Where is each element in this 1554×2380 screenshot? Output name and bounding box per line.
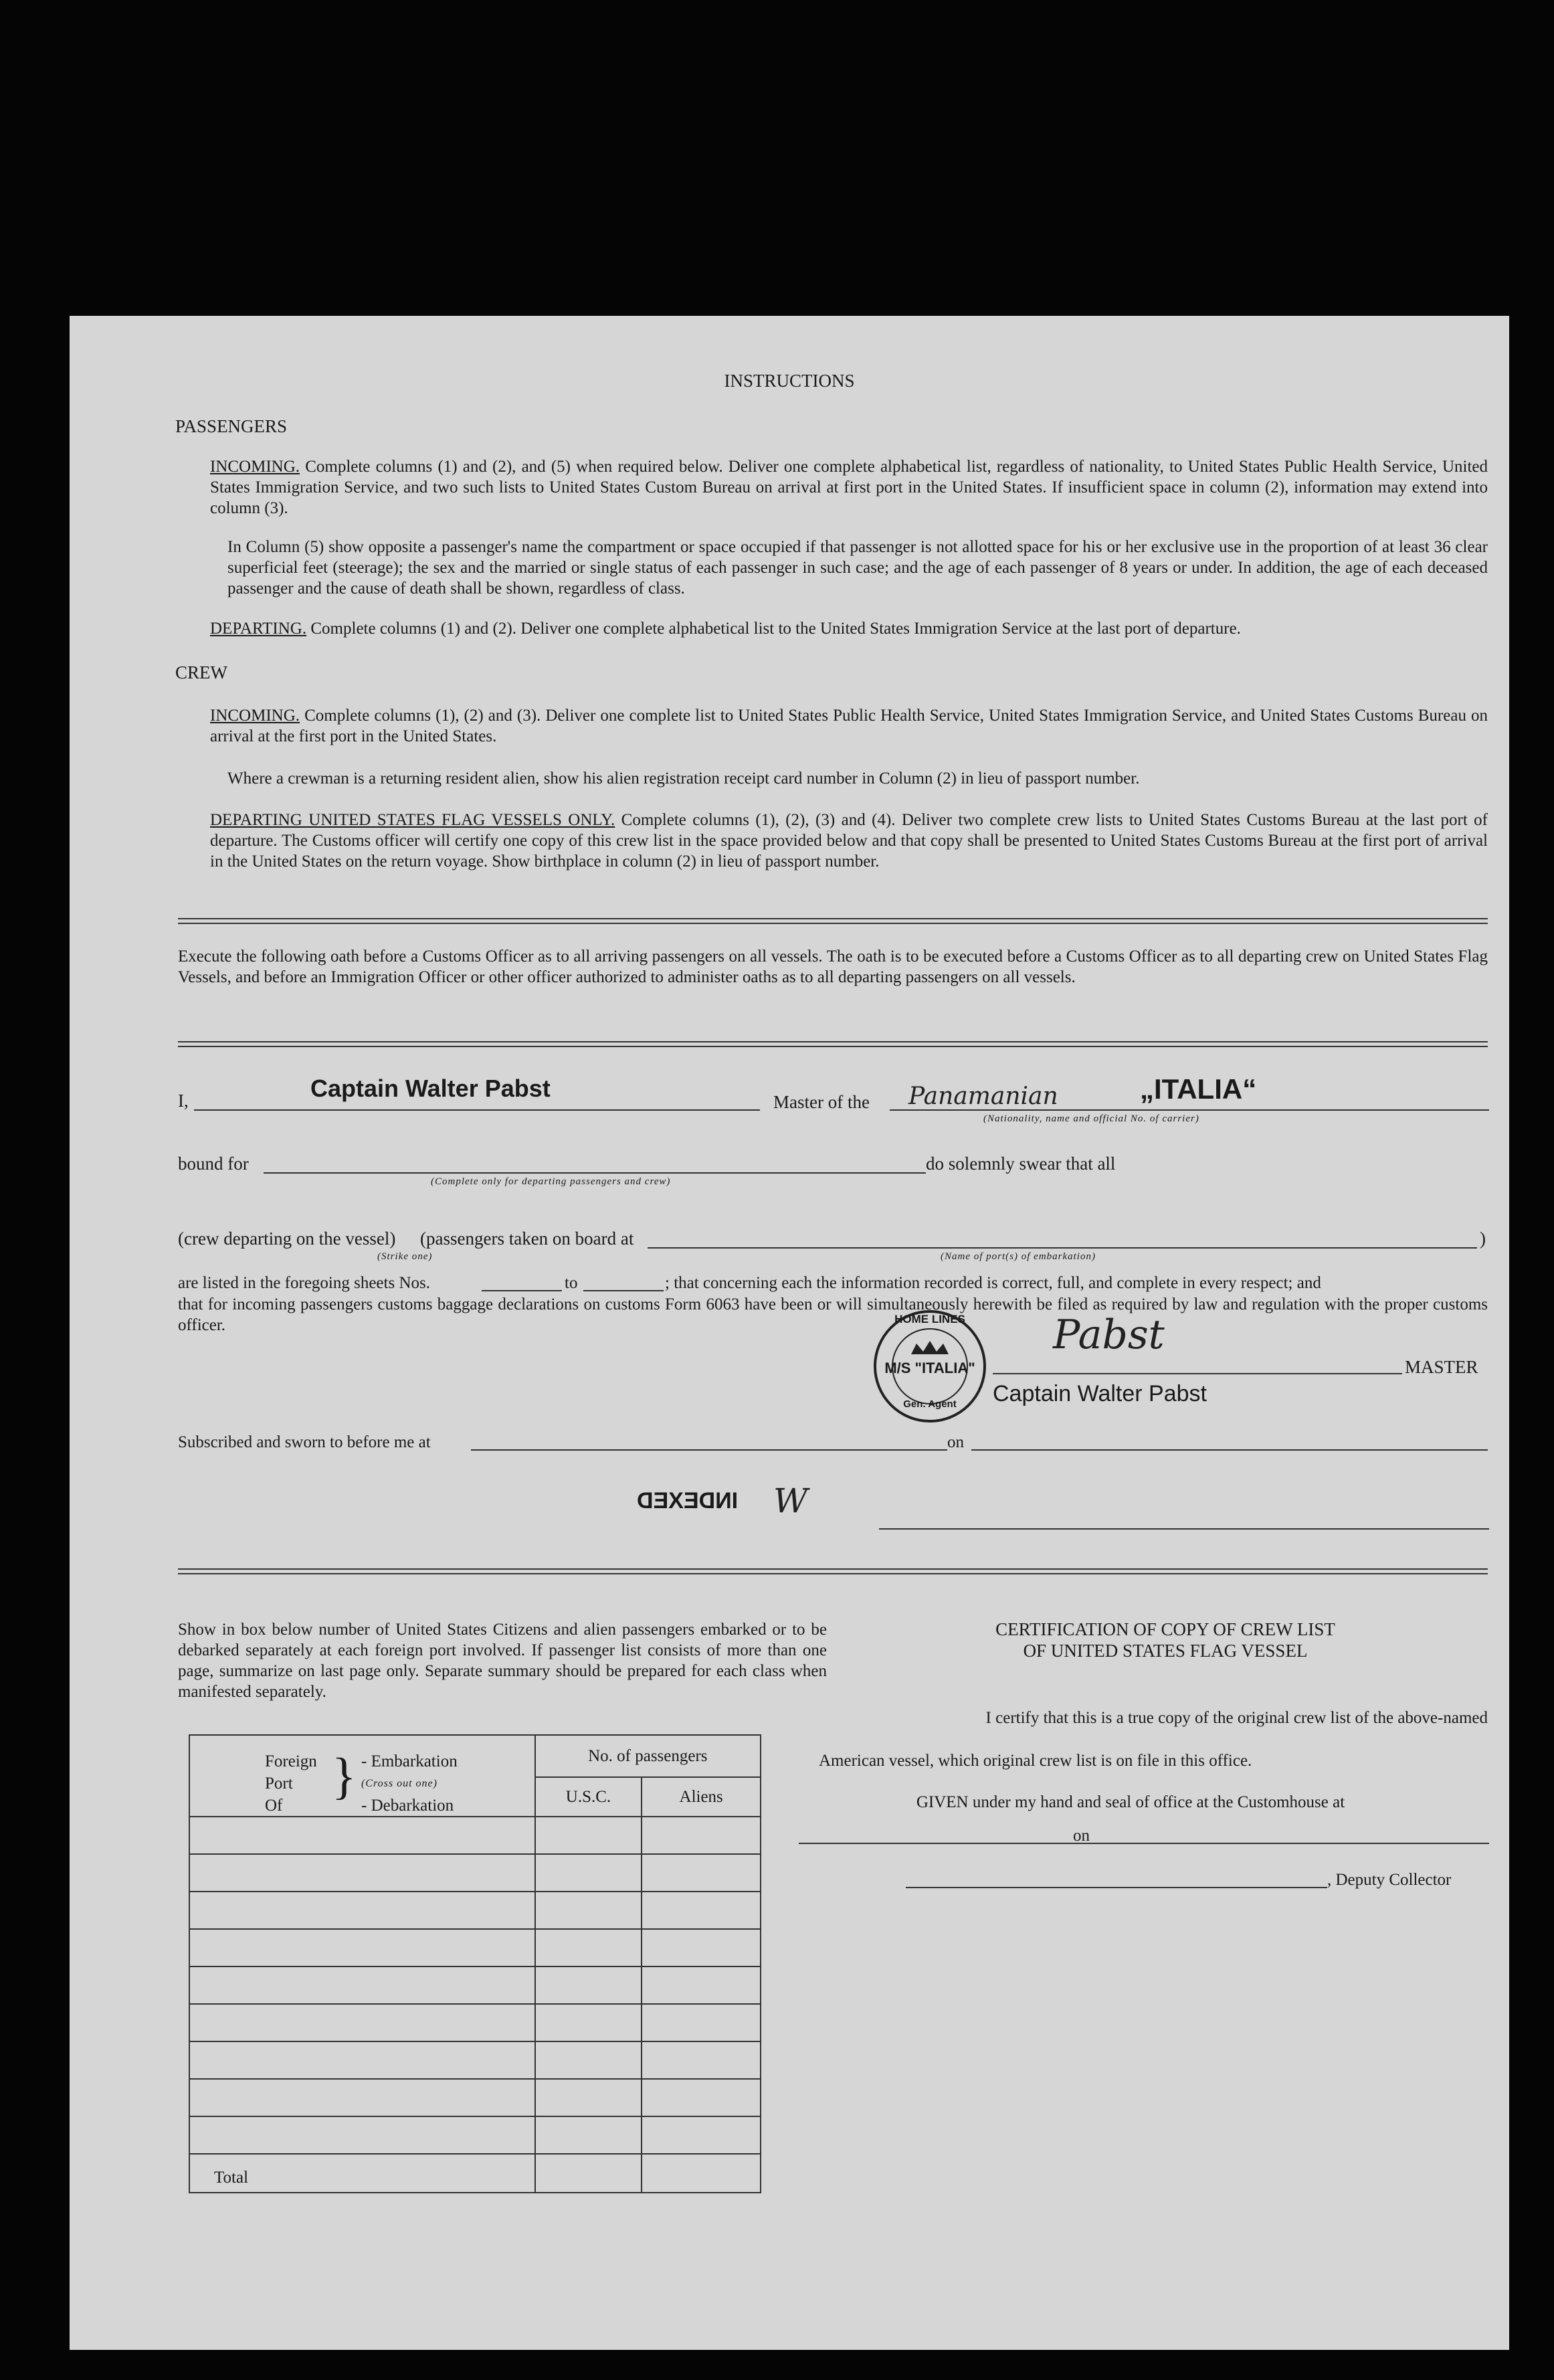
embarkation-port-field[interactable] [648,1247,1477,1249]
port-cell[interactable] [189,2041,535,2079]
crew-incoming-paragraph [210,705,1488,747]
baggage-text: that for incoming passengers customs baggage declarations on customs Form 6063 have been or will simultaneously herewith be filed as required by law and regulation with the proper customs officer. [178,1295,1488,1334]
foreign-label: Foreign [265,1752,317,1770]
cross-out-caption: (Cross out one) [361,1778,438,1789]
certification-title-line1: CERTIFICATION OF COPY OF CREW LIST [995,1619,1335,1639]
certification-date-field[interactable] [1093,1843,1489,1844]
port-cell[interactable] [189,1892,535,1929]
instructions-title: INSTRUCTIONS [724,371,855,391]
usc-cell[interactable] [535,2116,642,2154]
port-caption: (Name of port(s) of embarkation) [941,1251,1096,1262]
deputy-signature-field[interactable] [906,1887,1327,1888]
oath-intro: Execute the following oath before a Customs Officer as to all arriving passengers on all vessels. The oath is to be executed before a Customs Officer as to all departing crew on United States Flag Vessels, and before an Immigration Officer or other officer authorized to administer oaths as to all departing passengers on all vessels. [178,947,1488,986]
sheet-to-field[interactable] [583,1290,664,1291]
aliens-header: Aliens [642,1777,761,1817]
listed-suffix: ; that concerning each the information recorded is correct, full, and complete in every respect; and [665,1274,1321,1292]
bound-for-caption: (Complete only for departing passengers and crew) [431,1176,671,1187]
certification-title-line2: OF UNITED STATES FLAG VESSEL [1023,1641,1308,1661]
usc-cell[interactable] [535,1929,642,1966]
total-aliens-cell[interactable] [642,2154,761,2193]
of-label: Of [265,1797,283,1815]
crew-departing-option[interactable]: (crew departing on the vessel) [178,1228,396,1249]
passengers-incoming-text: Complete columns (1) and (2), and (5) when required below. Deliver one complete alphabetical list, regardless of nationality, to United States Public Health Service, United States Immigration Service, and two such lists to United States Custom Bureau on arrival at first port in the United States. If insufficient space in column (2), information may extend into column (3). [210,458,1488,517]
usc-cell[interactable] [535,2004,642,2041]
passengers-heading: PASSENGERS [175,416,288,436]
aliens-cell[interactable] [642,2079,761,2116]
indexed-initials: W [773,1481,808,1520]
total-label: Total [189,2154,535,2193]
embarkation-label[interactable]: - Embarkation [361,1752,458,1770]
divider [178,918,1488,924]
usc-cell[interactable] [535,1966,642,2004]
form-sheet [70,316,1509,2350]
master-name-field[interactable] [194,1109,760,1111]
aliens-cell[interactable] [642,1929,761,1966]
sworn-date-field[interactable] [971,1449,1488,1451]
vessel-name-value: „ITALIA“ [1140,1073,1257,1105]
master-label: MASTER [1405,1357,1478,1377]
aliens-cell[interactable] [642,2116,761,2154]
oath-i-label: I, [178,1091,189,1111]
certify-text: I certify that this is a true copy of the original crew list of the above-named [985,1709,1488,1727]
port-cell[interactable] [189,2116,535,2154]
column5-paragraph: In Column (5) show opposite a passenger's name the compartment or space occupied if that passenger is not allotted space for his or her exclusive use in the proportion of at least 36 clear superficial feet (steerage); the sex and the married or single status of each passenger in such case; and the age of each passenger of 8 years or under. In addition, the age of each deceased passenger and the cause of death shall be shown, regardless of class. [227,538,1488,598]
port-cell[interactable] [189,1966,535,2004]
brace: } [332,1748,357,1805]
port-cell[interactable] [189,2079,535,2116]
officer-signature-field[interactable] [879,1528,1489,1530]
flag-vessels-paragraph [210,810,1488,872]
master-signature: Pabst [1053,1311,1165,1358]
passengers-departing-label: DEPARTING. [210,620,307,638]
passengers-incoming-paragraph [210,456,1488,519]
indexed-stamp: INDEXED [637,1488,739,1514]
stamp-center-text: M/S "ITALIA" [884,1360,975,1376]
bound-for-field[interactable] [264,1172,926,1174]
listed-prefix: are listed in the foregoing sheets Nos. [178,1274,430,1292]
master-name-value: Captain Walter Pabst [310,1075,551,1102]
usc-cell[interactable] [535,1892,642,1929]
usc-header: U.S.C. [535,1777,642,1817]
flag-vessels-label: DEPARTING UNITED STATES FLAG VESSELS ONLY. [210,811,615,829]
stamp-bottom-text: Gen. Agent [903,1398,957,1410]
usc-cell[interactable] [535,2079,642,2116]
passenger-summary-table [189,1734,761,2193]
debarkation-label[interactable]: - Debarkation [361,1797,454,1815]
flag-vessels-text: Complete columns (1), (2), (3) and (4). Deliver two complete crew lists to United States Customs Bureau at the last port of departure. The Customs officer will certify one copy of this crew list in the space provided below and that copy shall be presented to United States Customs Bureau at the first port of arrival in the United States on the return voyage. Show birthplace in column (2) in lieu of passport number. [210,811,1488,871]
aliens-cell[interactable] [642,1892,761,1929]
usc-cell[interactable] [535,2041,642,2079]
nationality-handwritten: Panamanian [908,1083,1058,1110]
nationality-caption: (Nationality, name and official No. of carrier) [983,1113,1199,1124]
close-paren: ) [1480,1228,1486,1249]
to-label: to [565,1274,578,1292]
aliens-cell[interactable] [642,1817,761,1854]
deputy-collector-label: , Deputy Collector [1327,1871,1452,1889]
port-label: Port [265,1774,293,1793]
american-vessel-text: American vessel, which original crew list is on file in this office. [819,1752,1252,1770]
usc-cell[interactable] [535,1817,642,1854]
certification-on-label: on [1073,1827,1090,1845]
usc-cell[interactable] [535,1854,642,1892]
port-cell[interactable] [189,1854,535,1892]
signer-name: Captain Walter Pabst [993,1381,1207,1406]
signature-line[interactable] [993,1373,1402,1374]
crew-incoming-text: Complete columns (1), (2) and (3). Deliver one complete list to United States Public Health Service, United States Immigration Service, and United States Customs Bureau on arrival at the first port in the United States. [210,707,1488,745]
port-cell[interactable] [189,1929,535,1966]
no-passengers-header: No. of passengers [535,1735,761,1777]
passengers-departing-text: Complete columns (1) and (2). Deliver one complete alphabetical list to the United States Immigration Service at the last port of departure. [310,620,1241,638]
bound-for-label: bound for [178,1154,249,1174]
master-of-label: Master of the [773,1092,870,1112]
aliens-cell[interactable] [642,2041,761,2079]
given-text: GIVEN under my hand and seal of office at the Customhouse at [916,1793,1345,1811]
aliens-cell[interactable] [642,1854,761,1892]
crew-heading: CREW [175,662,227,682]
strike-caption: (Strike one) [377,1251,433,1262]
stamp-top-text: HOME LINES [894,1313,965,1325]
divider [178,1568,1488,1574]
divider [178,1041,1488,1047]
swear-text: do solemnly swear that all [926,1154,1116,1174]
summary-instructions: Show in box below number of United States Citizens and alien passengers embarked or to be debarked separately at each foreign port involved. If passenger list consists of more than one page, summarize on last page only. Separate summary should be prepared for each class when manifested separately. [178,1621,827,1701]
sworn-on-label: on [947,1433,964,1451]
crew-incoming-label: INCOMING. [210,707,300,725]
passengers-taken-option[interactable]: (passengers taken on board at [420,1228,634,1249]
passengers-incoming-label: INCOMING. [210,458,300,476]
port-header-cell [189,1735,535,1817]
aliens-cell[interactable] [642,2004,761,2041]
subscribed-label: Subscribed and sworn to before me at [178,1433,431,1451]
crewman-paragraph: Where a crewman is a returning resident alien, show his alien registration receipt card number in Column (2) in lieu of passport number. [227,769,1140,788]
sheet-from-field[interactable] [482,1290,562,1291]
passengers-departing-paragraph [210,618,1488,639]
sworn-place-field[interactable] [471,1449,947,1451]
port-cell[interactable] [189,1817,535,1854]
port-cell[interactable] [189,2004,535,2041]
aliens-cell[interactable] [642,1966,761,2004]
total-usc-cell[interactable] [535,2154,642,2193]
